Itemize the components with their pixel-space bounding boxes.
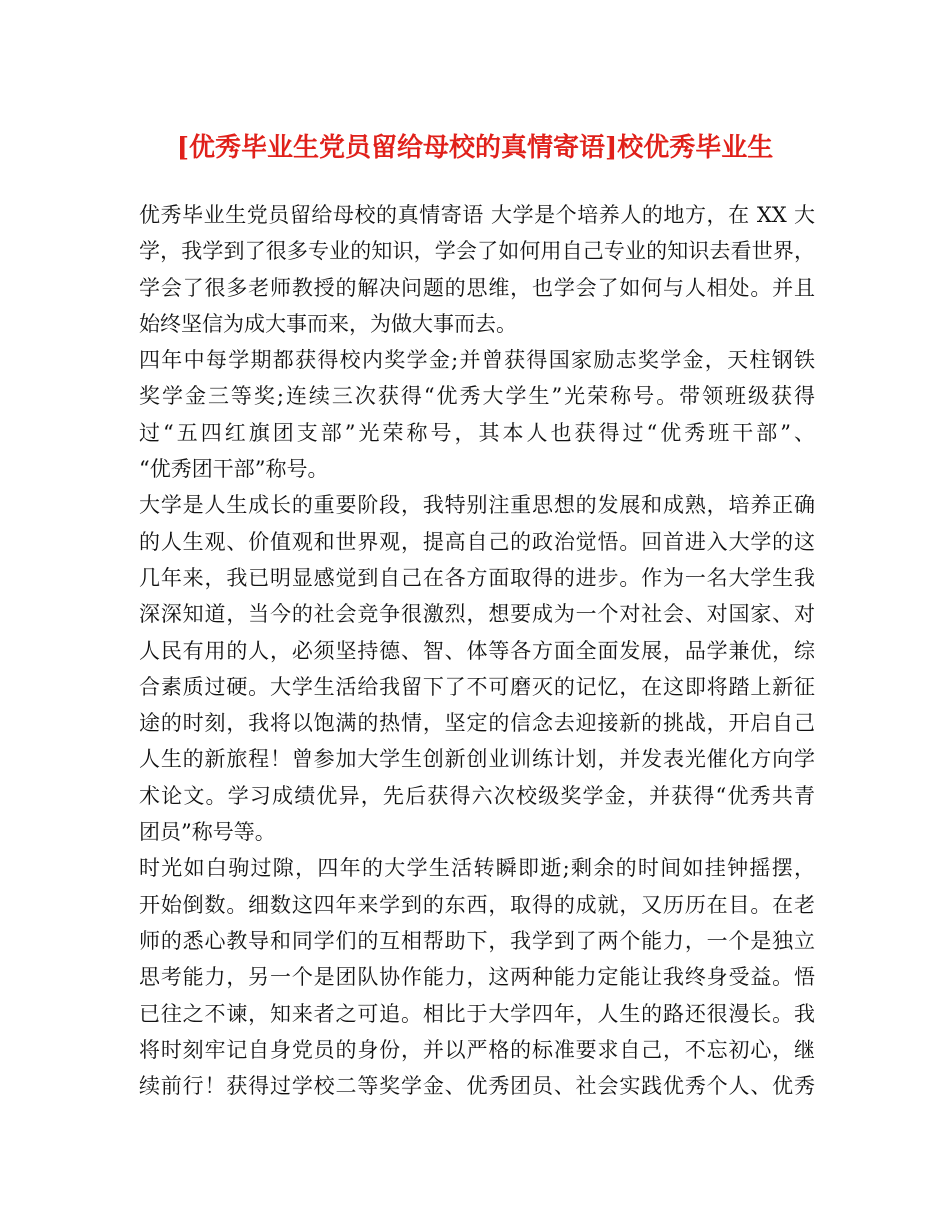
paragraph-3-line-8: 人生的新旅程！曾参加大学生创新创业训练计划，并发表光催化方向学: [139, 747, 815, 772]
paragraph-3-line-1: 大学是人生成长的重要阶段，我特别注重思想的发展和成熟，培养正确: [139, 493, 815, 518]
paragraph-3-line-2: 的人生观、价值观和世界观，提高自己的政治觉悟。回首进入大学的这: [139, 529, 815, 554]
paragraph-3-line-7: 途的时刻，我将以饱满的热情，坚定的信念去迎接新的挑战，开启自己: [139, 711, 815, 736]
paragraph-2-line-3: 过“五四红旗团支部”光荣称号，其本人也获得过“优秀班干部”、: [139, 420, 815, 445]
paragraph-4-line-5: 已往之不谏，知来者之可追。相比于大学四年，人生的路还很漫长。我: [139, 1001, 815, 1026]
paragraph-2-line-1: 四年中每学期都获得校内奖学金;并曾获得国家励志奖学金，天柱钢铁: [139, 348, 815, 373]
paragraph-1-line-2: 学，我学到了很多专业的知识，学会了如何用自己专业的知识去看世界，: [139, 239, 815, 264]
paragraph-1-line-3: 学会了很多老师教授的解决问题的思维，也学会了如何与人相处。并且: [139, 275, 815, 300]
paragraph-1-line-4: 始终坚信为成大事而来，为做大事而去。: [139, 311, 517, 336]
paragraph-3-line-9: 术论文。学习成绩优异，先后获得六次校级奖学金，并获得“优秀共青: [139, 783, 815, 808]
paragraph-3-line-5: 人民有用的人，必须坚持德、智、体等各方面全面发展，品学兼优，综: [139, 638, 815, 663]
paragraph-3-line-4: 深深知道，当今的社会竞争很激烈，想要成为一个对社会、对国家、对: [139, 602, 815, 627]
paragraph-4-line-2: 开始倒数。细数这四年来学到的东西，取得的成就，又历历在目。在老: [139, 892, 815, 917]
paragraph-3-line-3: 几年来，我已明显感觉到自己在各方面取得的进步。作为一名大学生我: [139, 565, 815, 590]
paragraph-4-line-1: 时光如白驹过隙，四年的大学生活转瞬即逝;剩余的时间如挂钟摇摆，: [139, 856, 815, 881]
paragraph-4-line-4: 思考能力，另一个是团队协作能力，这两种能力定能让我终身受益。悟: [139, 965, 815, 990]
document-title: [优秀毕业生党员留给母校的真情寄语]校优秀毕业生: [176, 133, 774, 163]
paragraph-4-line-7: 续前行！获得过学校二等奖学金、优秀团员、社会实践优秀个人、优秀: [139, 1074, 815, 1099]
paragraph-2-line-4: “优秀团干部”称号。: [139, 457, 329, 482]
paragraph-1-line-1: 优秀毕业生党员留给母校的真情寄语 大学是个培养人的地方，在 XX 大: [139, 203, 815, 227]
paragraph-3-line-6: 合素质过硬。大学生活给我留下了不可磨灭的记忆，在这即将踏上新征: [139, 674, 815, 699]
paragraph-3-line-10: 团员”称号等。: [139, 820, 276, 845]
paragraph-4-line-3: 师的悉心教导和同学们的互相帮助下，我学到了两个能力，一个是独立: [139, 928, 815, 953]
document-body: [139, 197, 815, 1104]
paragraph-4-line-6: 将时刻牢记自身党员的身份，并以严格的标准要求自己，不忘初心，继: [139, 1037, 815, 1062]
paragraph-2-line-2: 奖学金三等奖;连续三次获得“优秀大学生”光荣称号。带领班级获得: [139, 384, 815, 409]
